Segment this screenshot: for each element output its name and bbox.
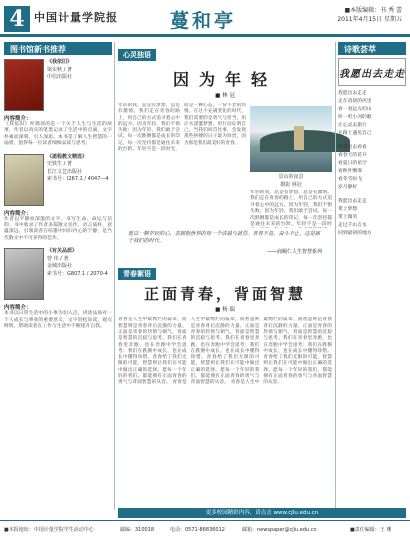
book-author: 曾 伟 / 著 (47, 255, 69, 262)
poem-line: 看夏日的星空 (338, 161, 367, 166)
book-intro-label: 内容简介： (4, 305, 32, 312)
footer-email: 邮箱：newspaper@cjlu.edu.cn (242, 527, 317, 533)
poem-line: 我想出去看看 (338, 145, 367, 150)
article-title: 正面青春，背面智慧 (143, 285, 306, 304)
book-entry (4, 154, 112, 243)
book-intro-label: 内容简介： (4, 210, 32, 217)
article-body: 青春是人生中最绚烂的篇章，而智慧则是青春背后沉静的力量。正面是青春的热情与朝气，背面是智慧的沉稳与思考。我们在青春里奔跑，也在奔跑中学会思考；我们在跌倒中成长，也在成长中懂得珍惜。青春给了我们无限的可能，智慧则让我们在可能中做出正确的选择。愿每一个年轻的我们，都能拥有正面青春的勇气与背面智慧的从容。 青春是人生中最绚烂的篇章，而智慧则是青春背后沉静的力量。正面是青春的热情与朝气，背面是智慧的沉稳与思考。我们在青春里奔跑，也在奔跑中学会思考；我们在跌倒中成长，也在成长中懂得珍惜。青春给了我们无限的可能，智慧则让我们在可能中做出正确的选择。愿每一个年轻的我们，都能拥有正面青春的勇气与背面智慧的从容。 青春是人生中最绚烂的篇章，而智慧则是青春背后沉静的力量。正面是青春的热情与朝气，背面是智慧的沉稳与思考。我们在青春里奔跑，也在奔跑中学会思考；我们在跌倒中成长，也在成长中懂得珍惜。青春给了我们无限的可能，智慧则让我们在可能中做出正确的选择。愿每一个年轻的我们，都能拥有正面青春的勇气与背面智慧的从容。 (118, 317, 332, 386)
page-number: 4 (4, 6, 30, 32)
poem-line: 回到最初的地方 (338, 231, 372, 236)
column-title: 图书馆新书推荐 (4, 42, 112, 55)
book-publisher: 金城出版社 (47, 263, 73, 270)
column-divider (114, 42, 115, 510)
poem-line: 听一听小河的歌 (338, 115, 372, 120)
column-divider (335, 42, 336, 510)
footer (0, 520, 410, 540)
poem-line: 走过千山万水 (338, 223, 367, 228)
poem-line: 带上梦想 (338, 207, 358, 212)
poetry-column (338, 42, 406, 510)
book-intro: 本书以日常生活中的小事为切入点，讲述品质对一个人成长与事业的重要意义，文字轻松易读，观点鲜明，帮助读者在工作与生活中不断提升自我。 (4, 311, 112, 330)
poem-text (338, 90, 406, 238)
book-title: 《我依旧》 (47, 59, 73, 65)
section-title: 蔓和亭 (170, 10, 237, 32)
book-cover-image (4, 154, 44, 206)
photo-caption: 景山的夜景 (278, 174, 304, 180)
book-recommendation-column (4, 42, 112, 510)
book-author: 梁实秋 / 著 (47, 66, 72, 73)
poem-line: 在路上遇见自己 (338, 131, 372, 136)
book-intro-label: 内容简介： (4, 116, 32, 122)
poem-line: 走在清晨的风里 (338, 99, 372, 104)
main-articles (118, 42, 332, 510)
article-body: 年轻的我，总是有梦想，总是有激情。我们走在青春的路上，用自己的方式追寻着心中的远方。因为年轻，我们不惧失败；因为年轻，我们敢于尝试。每一次跌倒都是成长的印记，每一次坚持都是通往未来的台阶。年轻不是一段时光，而是一种心态，一份不老的热情。在这个充满变化的时代，我们需要的是勇气与担当，用汗水浇灌梦想，用行动证明自己。当我们回首往事，会发现那些拼搏的日子最为珍贵，因为那是我们最美好的青春。 (118, 103, 246, 153)
column-title: 诗歌荟萃 (338, 42, 406, 55)
article-byline: ■ 杨 瑞 (215, 307, 235, 314)
poem-line: 我愿出去走走 (338, 91, 367, 96)
header-rule (0, 34, 410, 37)
book-intro: 《我依旧》所描述的是一个关于人生与生活的故事，作者以真实的笔墨记录了生活中的点滴，文字朴素而深刻，引人深思。本书是了解人生智慧的一扇窗，值得每一位读者细细品读与思考。 (4, 122, 112, 147)
book-entry (4, 59, 112, 148)
book-entry (4, 248, 112, 330)
footer-phone: 电话：0571-86836012 (170, 527, 225, 533)
call-number: I267.1 / 4047—4 (67, 176, 109, 183)
website-banner[interactable]: 更多校园精彩内容，请点击 www.cjlu.edu.cn (118, 508, 406, 518)
quote-source: ——商顺仁人生智慧系列 (266, 249, 322, 256)
book-cover-image (4, 59, 44, 111)
pull-quote: 愿以一颗年轻的心，去拥抱世界的每一个清晨与黄昏。青春不息，奋斗不止，这是属于我们的时代。 (128, 231, 320, 245)
poem-line: 看春天的花开 (338, 153, 367, 158)
book-publisher: 长江文艺出版社 (47, 168, 83, 175)
book-title: 《逝程教文精选》 (47, 153, 88, 160)
poem-line: 看冬雪纷飞 (338, 177, 362, 182)
header (0, 0, 410, 36)
call-number-label: 索书号： (47, 270, 68, 277)
book-cover-image (4, 248, 44, 300)
masthead: 中国计量学院报 (34, 11, 118, 24)
issue-date: 2011年4月15日 星期五 (337, 16, 402, 23)
poem-line: 让心灵去旅行 (338, 123, 367, 128)
book-author: 史铁生 / 著 (47, 161, 72, 168)
issue-editor: ■本版编辑：书 秀 蕾 (344, 7, 402, 14)
call-number-label: 索书号： (47, 176, 68, 183)
poem-line: 看秋叶飘零 (338, 169, 362, 174)
section-tag: 心灵独语 (118, 49, 156, 61)
calligraphy-title: 我愿出去走走 (338, 58, 406, 86)
article-byline: ■ 林 冠 (215, 93, 235, 99)
call-number: G807.1 / 2070-4 (67, 270, 108, 277)
footer-postcode: 邮编：310018 (120, 527, 155, 533)
book-intro: 作者以平静而深邃的文字，书写生命、命运与信仰。书中收录了作者多篇散文名作，语言质朴，意蕴深远，引领读者在喧嚣中回归内心的宁静，是当代散文中不可多得的佳作。 (4, 216, 112, 241)
article-title: 因为年轻 (172, 70, 277, 89)
article-photo (250, 106, 332, 172)
poem-line: 我愿出去走走 (338, 199, 367, 204)
issue-info (337, 6, 402, 24)
photo-credit: 摄影 林冠 (280, 182, 302, 188)
poem-line: 岁月静好 (338, 185, 358, 190)
book-publisher: 中信出版社 (47, 74, 73, 80)
footer-editor: ■责任编辑：王 珊 (350, 527, 392, 533)
footer-address: ■本报地址：中国计量学院学生活动中心 (4, 527, 94, 533)
article-body-continued: 年轻的我，总是有梦想，总是有激情。我们走在青春的路上，用自己的方式追寻着心中的远方。因为年轻，我们不惧失败；因为年轻，我们敢于尝试。每一次跌倒都是成长的印记，每一次坚持都是通往未来的台阶。年轻不是一段时 (250, 190, 332, 228)
book-title: 《有关品质》 (47, 248, 78, 255)
section-tag: 青春絮语 (118, 268, 156, 280)
poem-line: 看一看远方的山 (338, 107, 372, 112)
poem-line: 带上微笑 (338, 215, 358, 220)
